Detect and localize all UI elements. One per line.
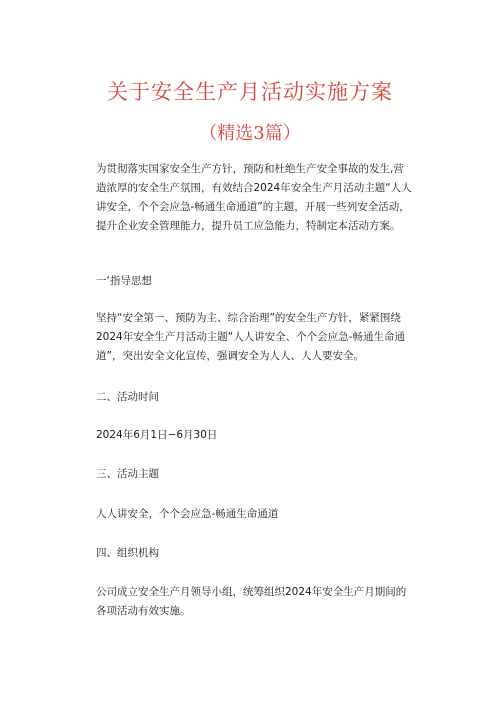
document-title: 关于安全生产月活动实施方案 xyxy=(107,80,393,104)
section-heading-guiding-principle: 一‘指导思想 xyxy=(96,275,152,287)
section-body-activity-time: 2024年6月1日−6月30日 xyxy=(96,429,218,441)
section-heading-activity-theme: 三、活动主题 xyxy=(96,468,159,480)
intro-text: 为贯彻落实国家安全生产方针，预防和杜绝生产安全事故的发生,营造浓厚的安全生产氛围，有效结合2024年安全生产月活动主题“人人讲安全，个个会应急-畅通生命通道”的主题，开展一些列安全活动，提升企业安全管理能力，提升员工应急能力，特制定本活动方案。 xyxy=(96,163,412,232)
section-body-guiding-principle: 坚持“安全第一、预防为主、综合治理”的安全生产方针，紧紧围绕2024年安全生产月活动主题“人人讲安全、个个会应急-畅通生命通道”，突出安全文化宣传，强调安全为人人、人人要安全。 xyxy=(96,312,405,362)
section-heading-activity-time: 二、活动时间 xyxy=(96,391,159,403)
section-body-organization: 公司成立安全生产月领导小组，统筹组织2024年安全生产月期间的各项活动有效实施。 xyxy=(96,586,407,617)
document-subtitle: （精选3篇） xyxy=(199,123,301,144)
intro-paragraph xyxy=(96,160,414,236)
section-heading-organization: 四、组织机构 xyxy=(96,547,159,559)
section-body-activity-theme: 人人讲安全，个个会应急-畅通生命通道 xyxy=(96,508,279,520)
